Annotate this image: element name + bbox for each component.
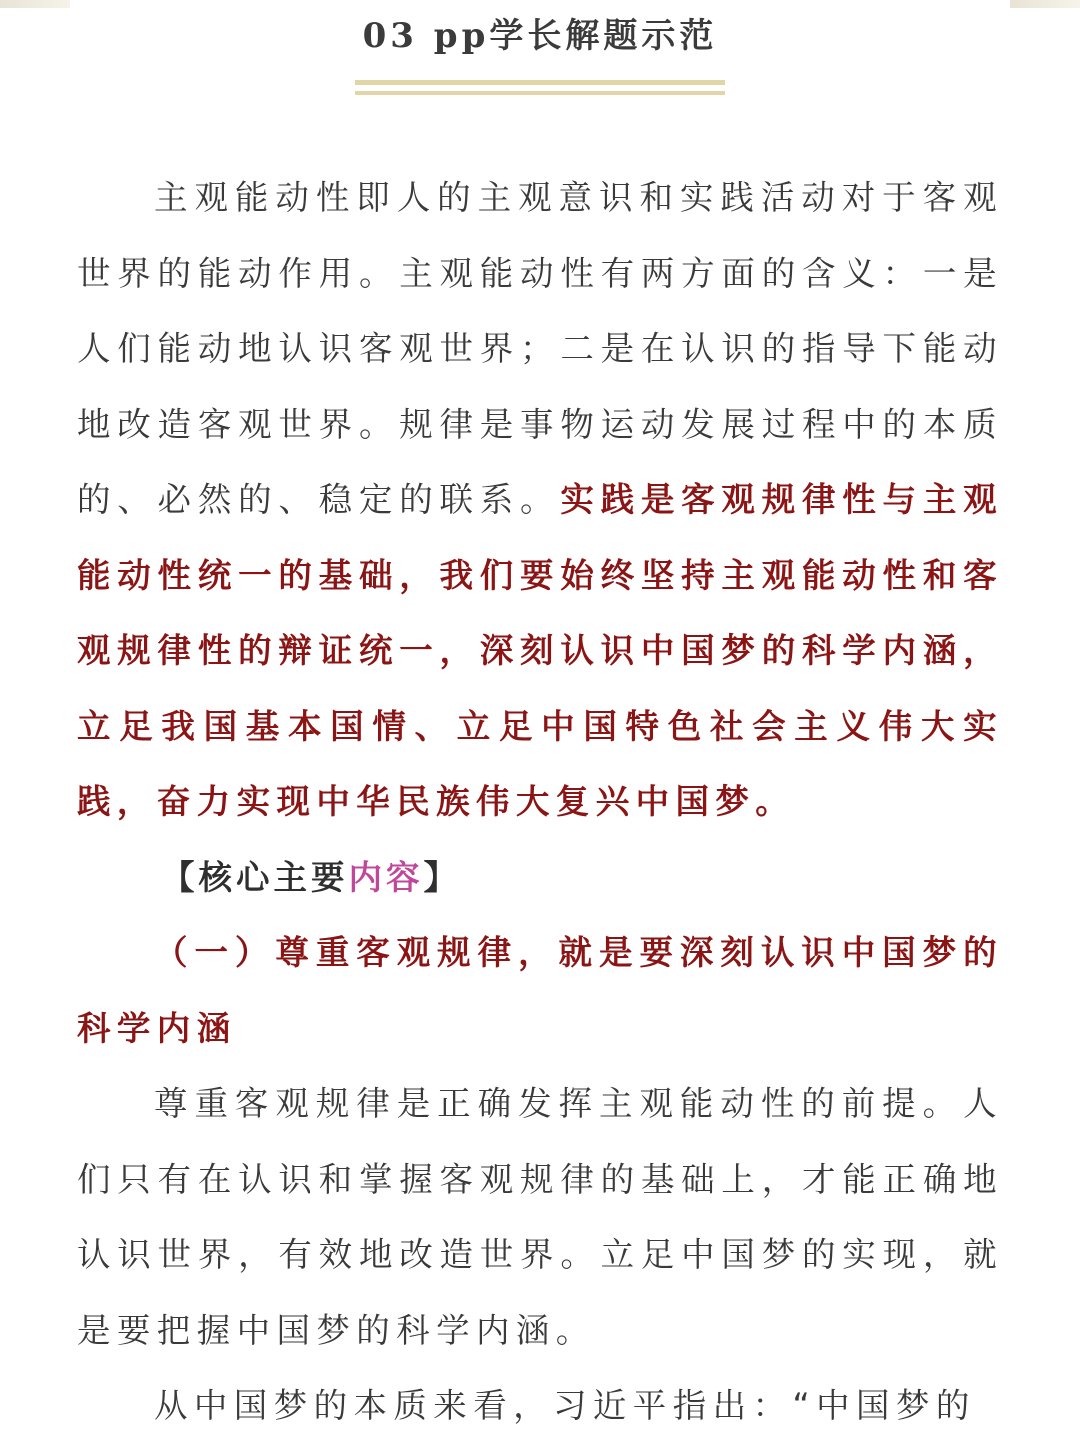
paragraph-intro — [77, 160, 1003, 840]
top-right-decoration — [1010, 0, 1080, 8]
paragraph-respect-laws: 尊重客观规律是正确发挥主观能动性的前提。人们只有在认识和掌握客观规律的基础上，才能正确地认识世界，有效地改造世界。立足中国梦的实现，就是要把握中国梦的科学内涵。 — [77, 1084, 1003, 1350]
article-body — [77, 160, 1003, 1440]
heading-open-bracket: 【 — [161, 857, 199, 897]
paragraph-essence: 从中国梦的本质来看，习近平指出：“中国梦的 — [154, 1386, 976, 1425]
section-title: 03 pp学长解题示范 — [362, 16, 718, 56]
heading-text: 核心主要 — [198, 857, 349, 897]
intro-text: 主观能动性即人的主观意识和实践活动对于客观世界的能动作用。主观能动性有两方面的含义：一是人们能动地认识客观世界；二是在认识的指导下能动地改造客观世界。规律是事物运动发展过程中的本质的、必然的、稳定的联系。 — [77, 178, 1003, 519]
title-underline-top — [355, 80, 725, 85]
heading-close-bracket: 】 — [423, 857, 461, 897]
title-underline-bottom — [355, 91, 725, 95]
section-one-heading: （一）尊重客观规律，就是要深刻认识中国梦的科学内涵 — [77, 933, 1003, 1048]
core-content-heading — [77, 840, 1003, 916]
top-left-decoration — [0, 0, 70, 8]
heading-highlight-text: 内容 — [348, 857, 424, 897]
intro-highlight-text: 实践是客观规律性与主观能动性统一的基础，我们要始终坚持主观能动性和客观规律性的辩证统一，深刻认识中国梦的科学内涵，立足我国基本国情、立足中国特色社会主义伟大实践，奋力实现中华民族伟大复兴中国梦。 — [77, 480, 1003, 821]
